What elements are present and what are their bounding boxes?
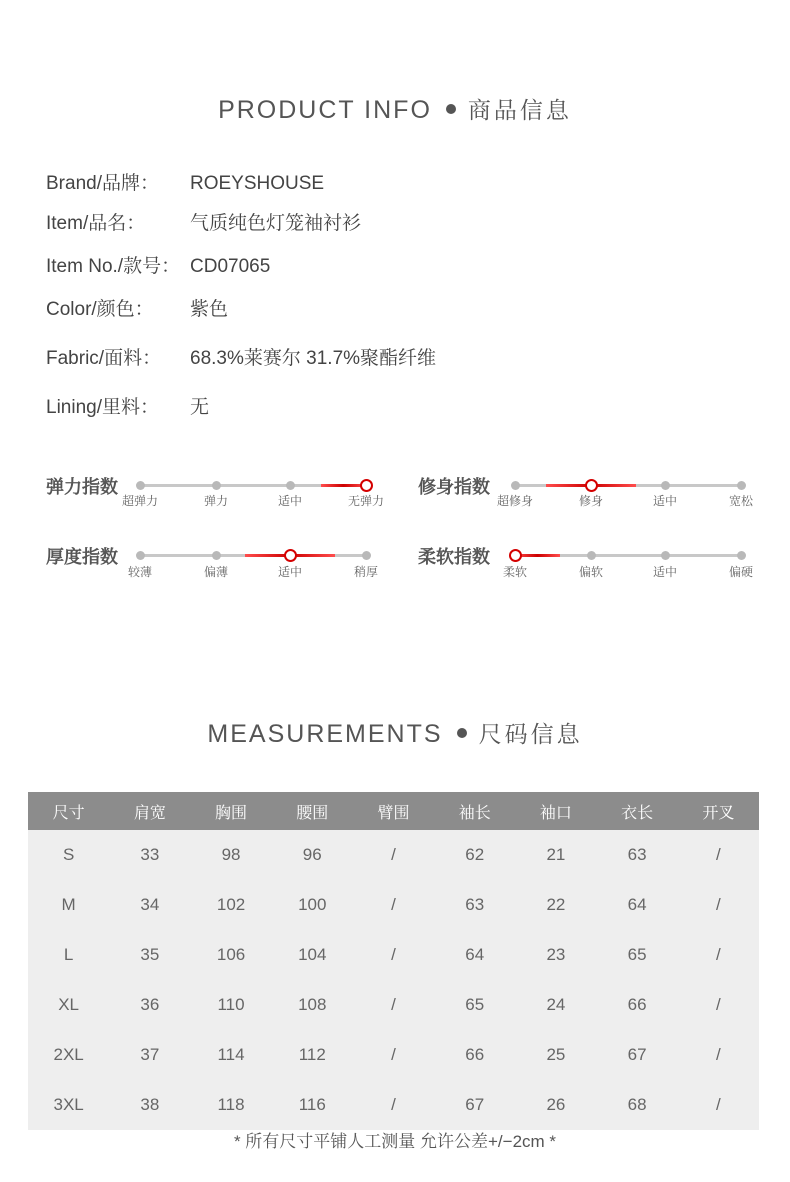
table-cell: 23: [546, 945, 566, 964]
index-title: 柔软指数: [418, 547, 490, 567]
index-option-label: 修身: [578, 494, 603, 508]
table-cell: /: [391, 995, 396, 1014]
table-cell: 65: [465, 995, 485, 1014]
table-cell: 116: [298, 1095, 326, 1114]
measurements-title-en: MEASUREMENTS: [207, 720, 443, 748]
table-cell: 35: [140, 945, 160, 964]
table-cell: 2XL: [53, 1045, 84, 1064]
index-title: 修身指数: [418, 477, 490, 497]
index-title: 厚度指数: [46, 547, 118, 567]
table-cell: /: [716, 895, 721, 914]
index-option-label: 适中: [277, 565, 302, 579]
index-option-label: 较薄: [127, 565, 152, 579]
table-cell: 66: [465, 1045, 485, 1064]
table-cell: /: [391, 945, 396, 964]
info-value: ROEYSHOUSE: [190, 173, 325, 194]
index-point: [136, 481, 145, 490]
table-cell: 24: [546, 995, 566, 1014]
table-row: [28, 980, 759, 1030]
index-track: [515, 484, 741, 487]
table-cell: /: [716, 845, 721, 864]
index-option-label: 适中: [652, 494, 677, 508]
table-cell: 64: [465, 945, 485, 964]
table-cell: 100: [298, 895, 327, 914]
info-label: Lining/里料：: [46, 397, 159, 418]
index-selected-marker: [284, 549, 297, 562]
index-point: [362, 551, 371, 560]
index-point: [136, 551, 145, 560]
table-cell: /: [716, 1045, 721, 1064]
index-track: [515, 554, 741, 557]
table-cell: 62: [465, 845, 485, 864]
index-option-label: 宽松: [728, 494, 753, 508]
size-table-header: [28, 792, 759, 830]
header-cell: 肩宽: [109, 792, 190, 830]
info-row-color: [46, 294, 228, 321]
table-cell: 118: [217, 1095, 245, 1114]
info-label: Color/颜色：: [46, 299, 154, 320]
table-cell: 64: [627, 895, 647, 914]
bullet-dot-icon: [446, 104, 456, 114]
table-cell: 26: [546, 1095, 566, 1114]
index-option-label: 超弹力: [121, 494, 158, 508]
header-cell: 衣长: [597, 792, 678, 830]
info-label: Fabric/面料：: [46, 348, 162, 369]
index-option-label: 偏薄: [203, 565, 228, 579]
index-point: [212, 481, 221, 490]
index-highlight: [515, 554, 560, 557]
index-option-label: 适中: [652, 565, 677, 579]
index-selected-marker: [509, 549, 522, 562]
table-cell: 21: [546, 845, 566, 864]
table-cell: 108: [298, 995, 327, 1014]
index-point: [737, 481, 746, 490]
size-table: [28, 792, 759, 1130]
table-cell: 34: [140, 895, 160, 914]
table-cell: 38: [140, 1095, 160, 1114]
measurements-title-cn: 尺码信息: [478, 721, 583, 747]
table-cell: 3XL: [53, 1095, 84, 1114]
header-cell: 腰围: [272, 792, 353, 830]
info-row-lining: [46, 392, 209, 419]
table-row: [28, 880, 759, 930]
table-cell: 68: [627, 1095, 647, 1114]
table-cell: 37: [140, 1045, 160, 1064]
header-cell: 开叉: [678, 792, 759, 830]
table-cell: /: [716, 995, 721, 1014]
index-selected-marker: [360, 479, 373, 492]
table-cell: 66: [627, 995, 647, 1014]
index-point: [661, 551, 670, 560]
table-cell: /: [716, 945, 721, 964]
table-row: [28, 930, 759, 980]
table-cell: 65: [627, 945, 647, 964]
table-cell: /: [391, 1045, 396, 1064]
table-cell: M: [61, 895, 76, 914]
table-cell: 63: [627, 845, 647, 864]
index-option-label: 偏软: [578, 565, 603, 579]
index-option-label: 弹力: [203, 494, 228, 508]
table-cell: 96: [302, 845, 322, 864]
product-info-title: [0, 92, 790, 125]
info-value: 紫色: [190, 299, 229, 320]
index-option-label: 无弹力: [347, 494, 384, 508]
index-point: [737, 551, 746, 560]
info-row-fabric: [46, 343, 436, 370]
index-option-label: 超修身: [496, 494, 533, 508]
index-point: [511, 481, 520, 490]
header-cell: 袖口: [515, 792, 596, 830]
info-row-item: [46, 208, 361, 235]
index-option-label: 柔软: [502, 565, 527, 579]
info-value: 68.3%莱赛尔 31.7%聚酯纤维: [190, 348, 437, 369]
table-cell: 36: [140, 995, 160, 1014]
index-option-label: 偏硬: [728, 565, 753, 579]
table-cell: 114: [217, 1045, 245, 1064]
table-row: [28, 1030, 759, 1080]
table-cell: 110: [217, 995, 245, 1014]
table-cell: 22: [546, 895, 566, 914]
table-cell: /: [391, 1095, 396, 1114]
header-cell: 胸围: [190, 792, 271, 830]
table-cell: /: [391, 845, 396, 864]
info-value: 无: [190, 397, 210, 418]
table-row: [28, 830, 759, 880]
table-cell: S: [62, 845, 75, 864]
index-point: [661, 481, 670, 490]
measurements-title: [0, 716, 790, 749]
table-cell: 112: [298, 1045, 326, 1064]
table-cell: 67: [627, 1045, 647, 1064]
product-info-title-cn: 商品信息: [467, 97, 572, 123]
table-cell: 104: [298, 945, 327, 964]
header-cell: 臂围: [353, 792, 434, 830]
table-cell: 33: [140, 845, 160, 864]
bullet-dot-icon: [457, 728, 467, 738]
index-option-label: 稍厚: [353, 565, 378, 579]
info-label: Brand/品牌：: [46, 173, 159, 194]
table-cell: 102: [216, 895, 246, 914]
info-row-brand: [46, 168, 324, 195]
product-info-title-en: PRODUCT INFO: [218, 96, 432, 124]
index-option-label: 适中: [277, 494, 302, 508]
measurement-footnote: * 所有尺寸平铺人工测量 允许公差+/−2cm *: [233, 1132, 557, 1151]
table-cell: 106: [216, 945, 246, 964]
header-cell: 袖长: [434, 792, 515, 830]
index-point: [286, 481, 295, 490]
table-cell: /: [716, 1095, 721, 1114]
table-cell: 67: [465, 1095, 485, 1114]
info-label: Item No./款号：: [46, 256, 181, 277]
info-value: 气质纯色灯笼袖衬衫: [190, 213, 362, 234]
table-cell: L: [63, 945, 74, 964]
table-cell: /: [391, 895, 396, 914]
index-title: 弹力指数: [46, 477, 118, 497]
index-track: [140, 484, 366, 487]
index-point: [587, 551, 596, 560]
table-cell: 25: [546, 1045, 566, 1064]
header-cell: 尺寸: [28, 792, 109, 830]
index-track: [140, 554, 366, 557]
info-label: Item/品名：: [46, 213, 146, 234]
info-value: CD07065: [190, 256, 271, 277]
index-point: [212, 551, 221, 560]
info-row-item-no: [46, 251, 270, 278]
table-cell: 63: [465, 895, 485, 914]
table-row: [28, 1080, 759, 1130]
table-cell: 98: [221, 845, 241, 864]
index-selected-marker: [585, 479, 598, 492]
table-cell: XL: [58, 995, 79, 1014]
